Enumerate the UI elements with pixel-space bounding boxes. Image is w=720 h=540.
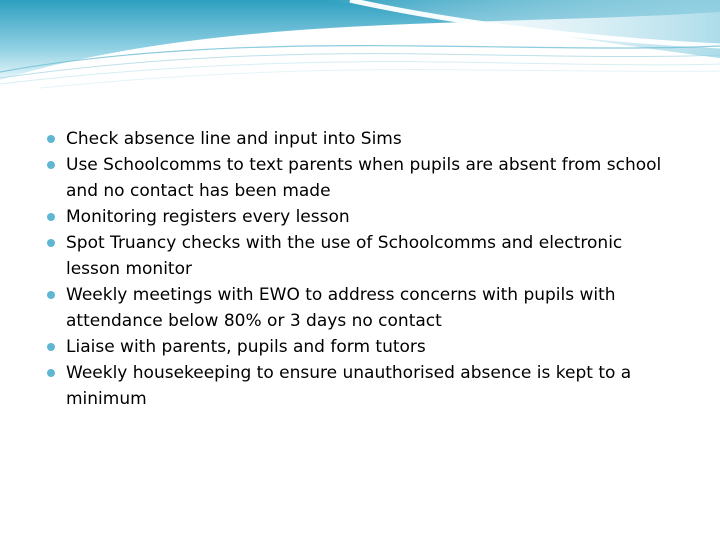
bullet-icon [47,239,55,247]
bullet-icon [47,213,55,221]
list-item [44,204,664,230]
bullet-text: Use Schoolcomms to text parents when pupils are absent from school and no contact has been made [66,155,662,201]
list-item [44,360,664,412]
list-item [44,334,664,360]
bullet-icon [47,369,55,377]
bullet-text: Check absence line and input into Sims [66,129,402,149]
bullet-text: Weekly meetings with EWO to address concerns with pupils with attendance below 80% or 3 days no contact [66,285,616,331]
bullet-text: Liaise with parents, pupils and form tutors [66,337,426,357]
list-item [44,230,664,282]
bullet-text: Monitoring registers every lesson [66,207,350,227]
bullet-icon [47,161,55,169]
bullet-text: Spot Truancy checks with the use of Schoolcomms and electronic lesson monitor [66,233,623,279]
bullet-icon [47,135,55,143]
list-item [44,126,664,152]
bullet-icon [47,291,55,299]
bullet-icon [47,343,55,351]
bullet-text: Weekly housekeeping to ensure unauthorised absence is kept to a minimum [66,363,632,409]
list-item [44,282,664,334]
bullet-list [44,126,664,412]
header-wave-decoration [0,0,720,90]
list-item [44,152,664,204]
